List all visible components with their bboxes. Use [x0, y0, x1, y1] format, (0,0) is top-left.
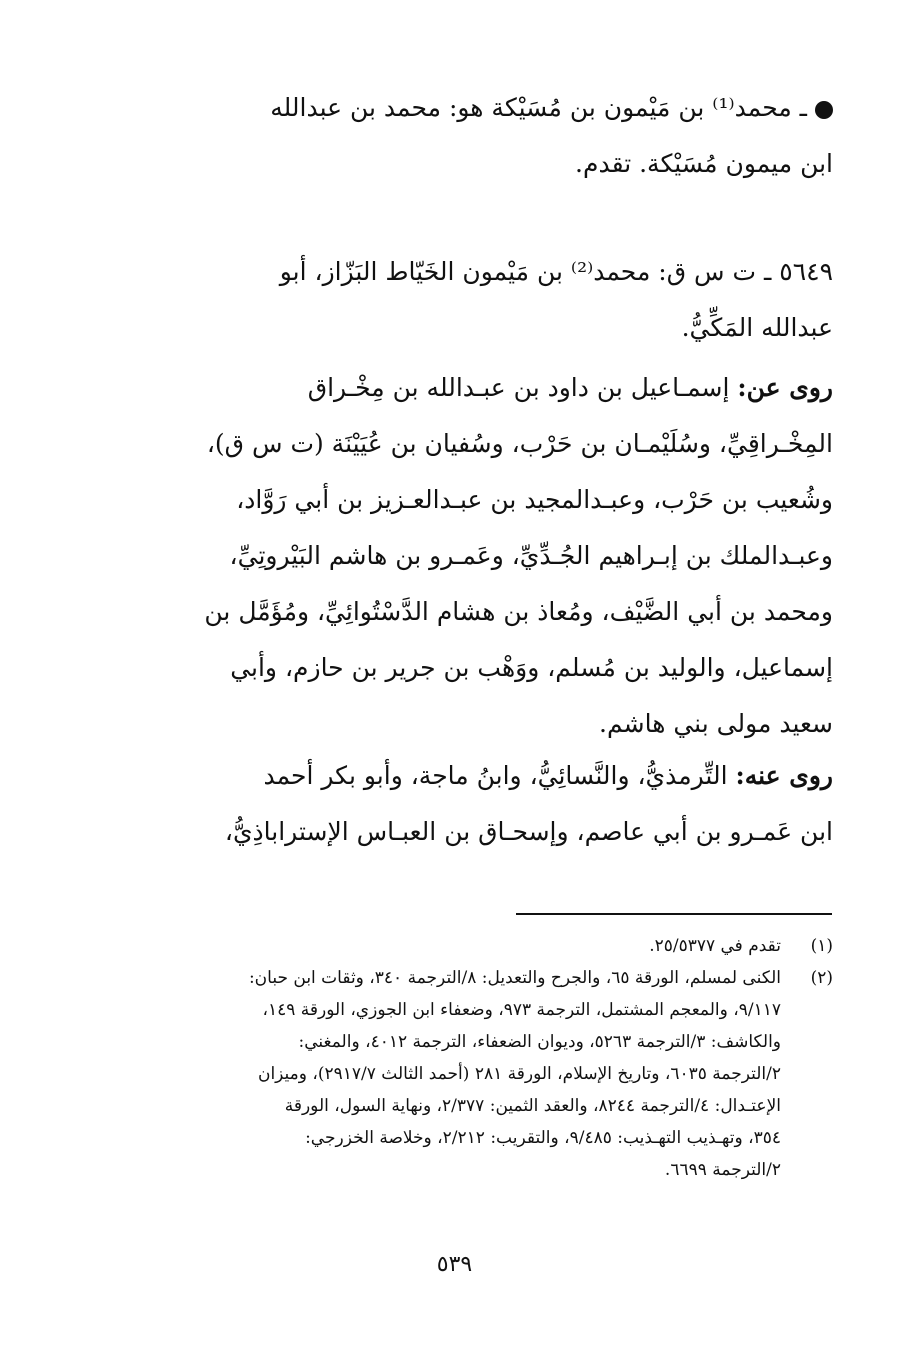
bullet-icon [815, 101, 833, 119]
text-line: عبدالله المَكِّيُّ. [681, 313, 833, 342]
text-line: إسماعيل، والوليد بن مُسلم، ووَهْب بن جرير بن حازم، وأبي [230, 653, 833, 682]
footnote-line: والكاشف: ٣/الترجمة ٥٢٦٣، وديوان الضعفاء، الترجمة ٤٠١٢، والمغني: [298, 1032, 781, 1052]
paragraph-label: روى عن: [737, 373, 833, 402]
footnote-text [118, 962, 781, 1186]
text-line: ومحمد بن أبي الضَّيْف، ومُعاذ بن هشام الدَّسْتُوائِيِّ، ومُؤَمَّل بن [204, 597, 833, 626]
paragraph-label: روى عنه: [735, 761, 833, 790]
text-line: ـ محمد⁽¹⁾ بن مَيْمون بن مُسَيْكة هو: محمد بن عبدالله [118, 80, 833, 136]
footnote-line: ٣٥٤، وتهـذيب التهـذيب: ٩/٤٨٥، والتقريب: ٢/٢١٢، وخلاصة الخزرجي: [305, 1128, 781, 1148]
page-number: ٥٣٩ [436, 1252, 473, 1277]
cross-reference-entry [118, 80, 833, 192]
footnote-line: ٢/الترجمة ٦٦٩٩. [664, 1160, 781, 1180]
text-line: المِخْـراقِيِّ، وسُلَيْمـان بن حَرْب، وسُفيان بن عُيَيْنَة (ت س ق)، [206, 429, 833, 458]
narrated-from-paragraph [118, 360, 833, 752]
text-line: روى عنه: التِّرمذيُّ، والنَّسائِيُّ، وابنُ ماجة، وأبو بكر أحمد [263, 761, 833, 790]
footnote-line: ٩/١١٧، والمعجم المشتمل، الترجمة ٩٧٣، وضعفاء ابن الجوزي، الورقة ١٤٩، [262, 1000, 781, 1020]
text-line: وشُعيب بن حَرْب، وعبـدالمجيد بن عبـدالعـزيز بن أبي رَوَّاد، [236, 485, 833, 514]
biography-heading [118, 244, 833, 356]
text-line: سعيد مولى بني هاشم. [599, 709, 833, 738]
footnote-2 [118, 962, 833, 1186]
footnote-line: تقدم في ٢٥/٥٣٧٧. [649, 936, 781, 956]
footnote-1 [118, 930, 833, 962]
text-line: وعبـدالملك بن إبـراهيم الجُـدِّيِّ، وعَمـرو بن هاشم البَيْروتِيِّ، [229, 541, 833, 570]
text-line: ابن عَمـرو بن أبي عاصم، وإسحـاق بن العبـاس الإستراباذِيُّ، [224, 817, 833, 846]
text-line: ابن ميمون مُسَيْكة. تقدم. [575, 149, 833, 178]
narrated-by-paragraph [118, 748, 833, 860]
text-line: ٥٦٤٩ ـ ت س ق: محمد⁽²⁾ بن مَيْمون الخَيّاط البَزّاز، أبو [279, 257, 833, 286]
footnote-text [118, 930, 781, 962]
footnote-line: ٢/الترجمة ٦٠٣٥، وتاريخ الإسلام، الورقة ٢٨١ (أحمد الثالث ٢٩١٧/٧)، وميزان [257, 1064, 781, 1084]
footnote-number: (١) [810, 936, 833, 956]
footnote-line: الكنى لمسلم، الورقة ٦٥، والجرح والتعديل: ٨/الترجمة ٣٤٠، وثقات ابن حبان: [248, 968, 781, 988]
footnotes [118, 930, 833, 1186]
footnote-number: (٢) [810, 968, 833, 988]
footnote-line: الإعتـدال: ٤/الترجمة ٨٢٤٤، والعقد الثمين: ٢/٣٧٧، ونهاية السول، الورقة [284, 1096, 781, 1116]
text-line: روى عن: إسمـاعيل بن داود بن عبـدالله بن مِخْـراق [307, 373, 833, 402]
footnote-divider [516, 913, 832, 915]
